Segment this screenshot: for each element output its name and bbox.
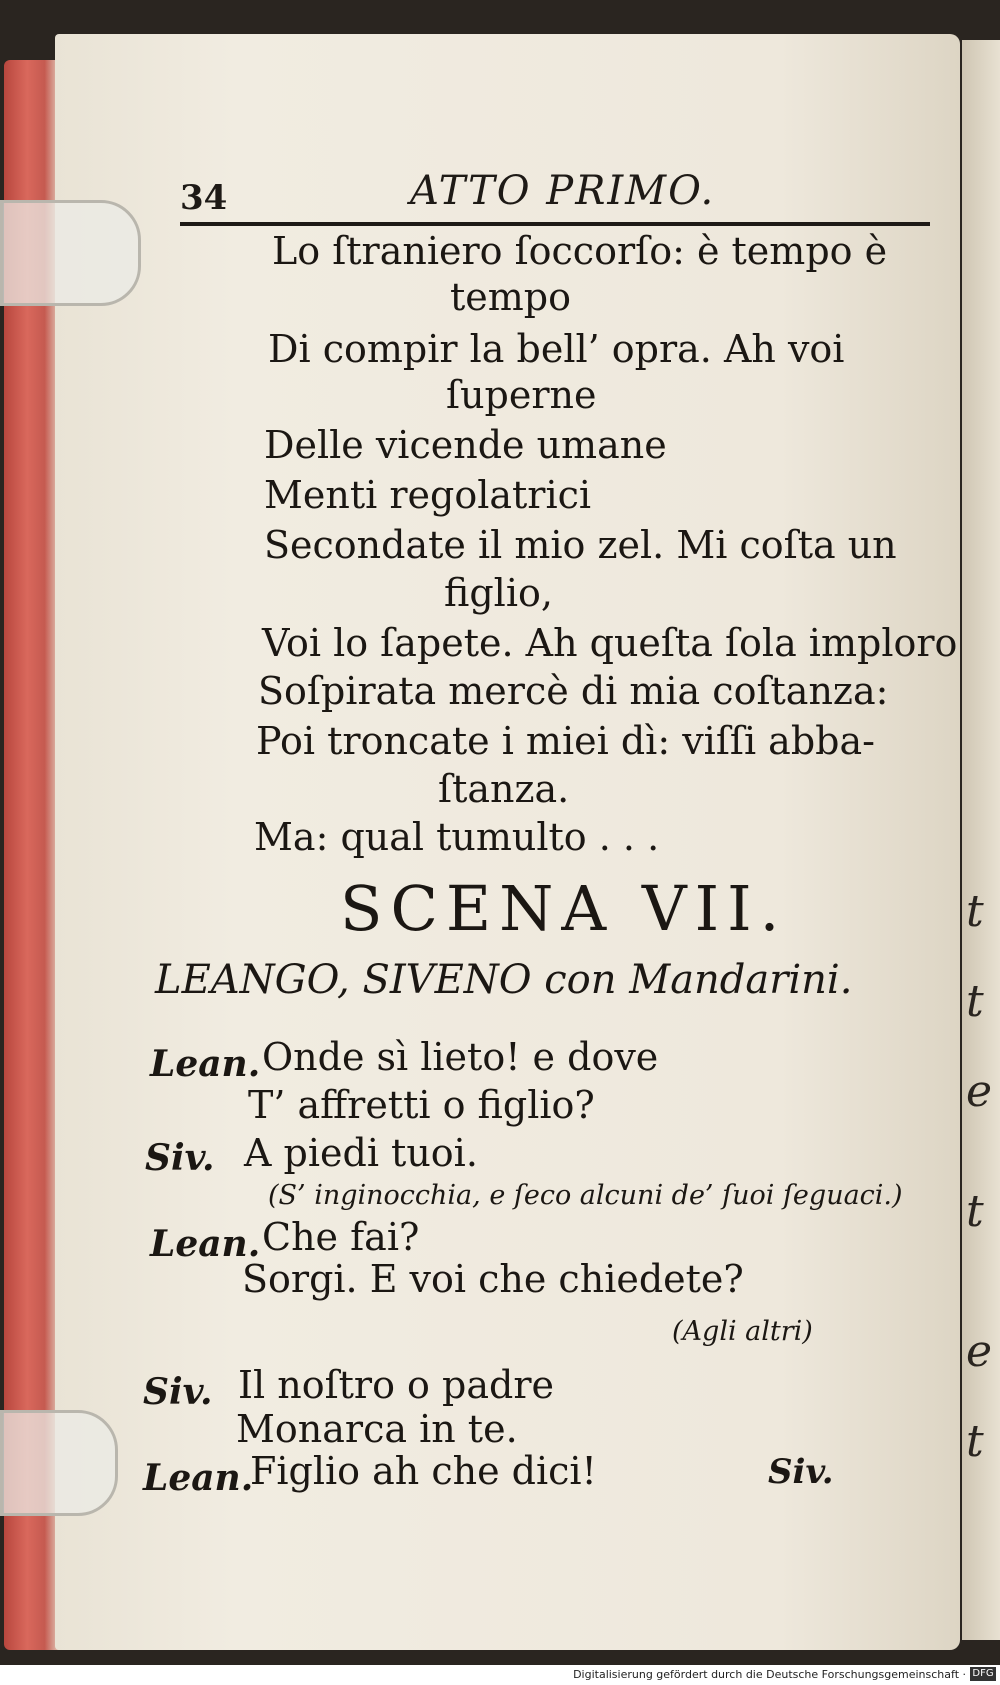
dialogue-line: Figlio ah che dici!	[250, 1449, 597, 1493]
dialogue-line: A piedi tuoi.	[244, 1131, 478, 1175]
facing-page-fragment: t	[966, 976, 984, 1027]
scene-title: SCENA VII.	[340, 872, 788, 945]
stage-direction: (S’ inginocchia, e ſeco alcuni de’ ſuoi ſeguaci.)	[268, 1180, 903, 1211]
page-number: 34	[180, 178, 228, 218]
header-rule	[180, 222, 930, 226]
footer-credit: Digitalisierung gefördert durch die Deutsche Forschungsgemeinschaft ·	[573, 1668, 966, 1681]
speaker-label: Siv.	[143, 1371, 213, 1413]
scene-characters: LEANGO, SIVENO con Mandarini.	[155, 957, 853, 1003]
speaker-label: Siv.	[145, 1137, 215, 1179]
facing-page-edge	[962, 40, 1000, 1640]
page-clip-top	[0, 200, 141, 306]
verse-line: Di compir la bell’ opra. Ah voi	[268, 327, 845, 371]
dialogue-line: Che fai?	[262, 1215, 420, 1259]
verse-line: Poi troncate i miei dì: viſſi abba-	[256, 719, 875, 763]
stage-direction: (Agli altri)	[672, 1316, 813, 1347]
dialogue-line: Il noſtro o padre	[238, 1363, 554, 1407]
dialogue-line: Onde sì lieto! e dove	[262, 1035, 659, 1079]
speaker-label: Lean.	[150, 1043, 261, 1085]
page-header	[180, 168, 925, 224]
speaker-label: Lean.	[150, 1223, 261, 1265]
verse-line: ſtanza.	[438, 767, 570, 811]
verse-line: Secondate il mio zel. Mi coſta un	[264, 523, 897, 567]
verse-line: Ma: qual tumulto . . .	[254, 815, 660, 859]
verse-line: Delle vicende umane	[264, 423, 667, 467]
verse-line: Menti regolatrici	[264, 473, 592, 517]
facing-page-fragment: e	[966, 1066, 993, 1117]
dfg-logo: DFG	[970, 1667, 996, 1681]
running-head: ATTO PRIMO.	[410, 168, 716, 214]
dialogue-line: Sorgi. E voi che chiedete?	[242, 1257, 744, 1301]
page-clip-bottom	[0, 1410, 118, 1516]
facing-page-fragment: t	[966, 886, 984, 937]
dialogue-line: Monarca in te.	[236, 1407, 518, 1451]
catchword: Siv.	[768, 1452, 834, 1492]
facing-page-fragment: t	[966, 1416, 984, 1467]
verse-line: Lo ſtraniero ſoccorſo: è tempo è	[272, 229, 888, 273]
facing-page-fragment: t	[966, 1186, 984, 1237]
dialogue-line: T’ affretti o figlio?	[248, 1083, 595, 1127]
footer-bar	[0, 1665, 1000, 1685]
verse-line: tempo	[450, 275, 571, 319]
verse-line: Voi lo ſapete. Ah queſta ſola imploro	[262, 621, 958, 665]
verse-line: ſuperne	[446, 373, 597, 417]
facing-page-fragment: e	[966, 1326, 993, 1377]
verse-line: figlio,	[444, 571, 553, 615]
speaker-label: Lean.	[143, 1457, 254, 1499]
verse-line: Soſpirata mercè di mia coſtanza:	[258, 669, 889, 713]
